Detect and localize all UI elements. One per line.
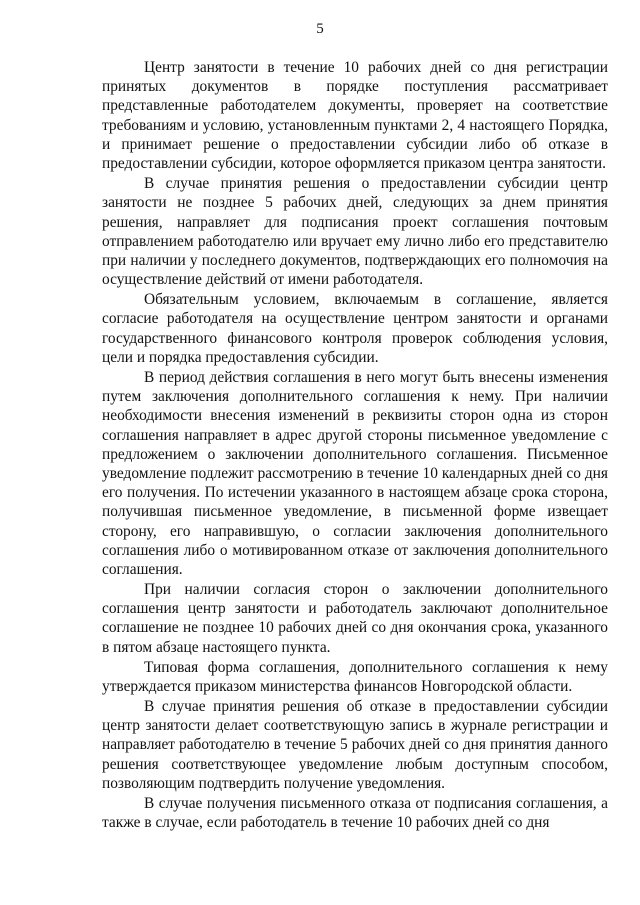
paragraph-3: Обязательным условием, включаемым в соглашение, является согласие работодателя на осуществление центром занятости и органами государственного финансового контроля проверок соблюдения условия, цели и порядка предоставления субсидии. bbox=[102, 291, 608, 366]
paragraph-6: Типовая форма соглашения, дополнительного соглашения к нему утверждается приказом министерства финансов Новгородской области. bbox=[102, 658, 608, 695]
document-body bbox=[102, 58, 608, 832]
page-number: 5 bbox=[316, 21, 324, 37]
paragraph-5: При наличии согласия сторон о заключении дополнительного соглашения центр занятости и работодатель заключают дополнительное соглашение не позднее 10 рабочих дней со дня окончания срока, указанного в пятом абзаце настоящего пункта. bbox=[102, 581, 608, 656]
paragraph-8: В случае получения письменного отказа от подписания соглашения, а также в случае, если работодатель в течение 10 рабочих дней со дня bbox=[102, 794, 608, 832]
paragraph-4: В период действия соглашения в него могут быть внесены изменения путем заключения дополнительного соглашения к нему. При наличии необходимости внесения изменений в реквизиты сторон одна из сторон соглашения направляет в адрес другой стороны письменное уведомление с предложением о заключении дополнительного соглашения. Письменное уведомление подлежит рассмотрению в течение 10 календарных дней со дня его получения. По истечении указанного в настоящем абзаце срока сторона, получившая письменное уведомление, в письменной форме извещает сторону, его направившую, о согласии заключения дополнительного соглашения либо о мотивированном отказе от заключения дополнительного соглашения. bbox=[102, 368, 608, 578]
paragraph-1: Центр занятости в течение 10 рабочих дней со дня регистрации принятых документов в порядке поступления рассматривает представленные работодателем документы, проверяет на соответствие требованиям и условию, установленным пунктами 2, 4 настоящего Порядка, и принимает решение о предоставлении субсидии либо об отказе в предоставлении субсидии, которое оформляется приказом центра занятости. bbox=[102, 59, 608, 173]
paragraph-2: В случае принятия решения о предоставлении субсидии центр занятости не позднее 5 рабочих дней, следующих за днем принятия решения, направляет для подписания проект соглашения почтовым отправлением работодателю или вручает ему лично либо его представителю при наличии у последнего документов, подтверждающих его полномочия на осуществление действий от имени работодателя. bbox=[102, 175, 608, 289]
paragraph-7: В случае принятия решения об отказе в предоставлении субсидии центр занятости делает соответствующую запись в журнале регистрации и направляет работодателю в течение 5 рабочих дней со дня принятия данного решения соответствующее уведомление любым доступным способом, позволяющим подтвердить получение уведомления. bbox=[102, 698, 608, 792]
